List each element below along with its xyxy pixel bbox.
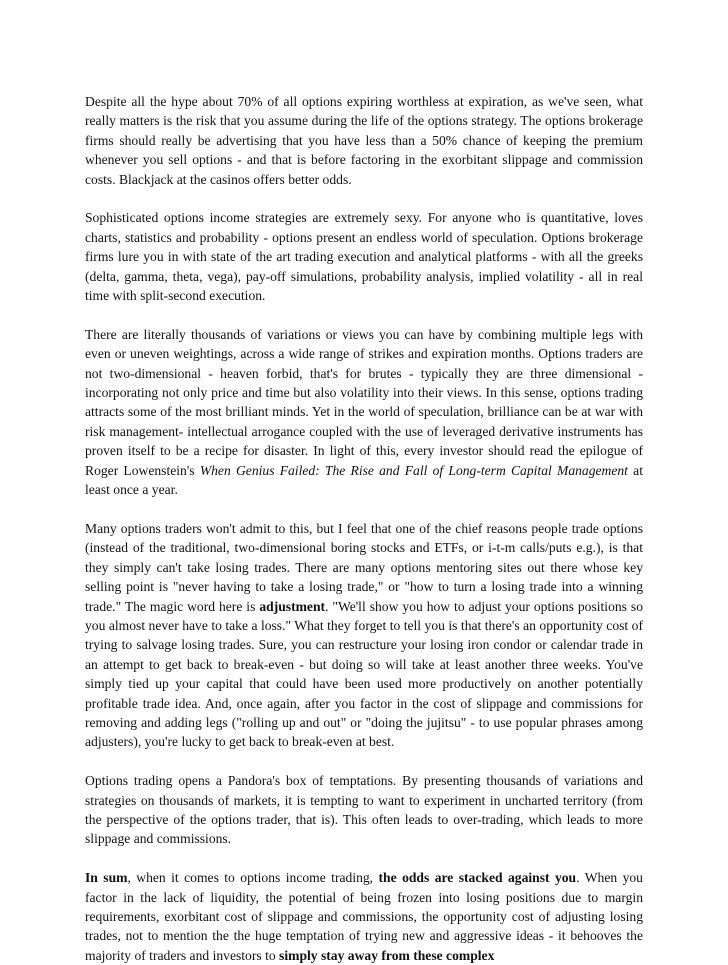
text-run: Despite all the hype about 70% of all options expiring worthless at expiration, as we've seen, what really matters is the risk that you assume during the life of the options strategy. The options brokerage firms should really be advertising that you have less than a 50% chance of keeping the premium whenever you sell options - and that is before factoring in the exorbitant slippage and commission costs. Blackjack at the casinos offers better odds. — [85, 94, 643, 187]
text-run: Many options traders won't admit to this, but I feel that one of the chief reasons people trade options (instead of the traditional, two-dimensional boring stocks and ETFs, or i-t-m calls/puts e.g.), is that they simply can't take losing trades. There are many options mentoring sites out there whose key selling point is "never having to take a losing trade," or "how to turn a losing trade into a winning trade." The magic word here is — [85, 520, 643, 614]
paragraph-2 — [85, 208, 643, 305]
paragraph-6 — [85, 868, 643, 965]
paragraph-4 — [85, 519, 643, 752]
bold-text: simply stay away from these complex — [279, 947, 495, 963]
bold-text: the odds are stacked against you — [378, 870, 577, 886]
text-run: . "We'll show you how to adjust your options positions so you almost never have to take a loss." What they forget to tell you is that there's an opportunity cost of trying to salvage losing trades. Sure, you can restructure your losing iron condor or calendar trade in an attempt to get back to break-even - but doing so will take at least another three weeks. You've simply tied up your capital that could have been used more productively on another potentially profitable trade idea. And, once again, after you factor in the cost of slippage and commissions for removing and adding legs ("rolling up and out" or "doing the jujitsu" - to use popular phrases among adjusters), you're lucky to get back to break-even at best. — [85, 598, 643, 750]
text-run: Options trading opens a Pandora's box of temptations. By presenting thousands of variations and strategies on thousands of markets, it is tempting to want to experiment in uncharted territory (from the perspective of the options trader, that is). This often leads to over-trading, which leads to more slippage and commissions. — [85, 773, 643, 847]
paragraph-5 — [85, 771, 643, 849]
text-run: . When you factor in the lack of liquidity, the potential of being frozen into losing positions due to margin requirements, exorbitant cost of slippage and commissions, the opportunity cost of adjusting losing trades, not to mention the the huge temptation of trying new and aggressive ideas - it behooves the majority of traders and investors to — [85, 870, 643, 963]
bold-text: In sum — [85, 870, 128, 886]
paragraph-3 — [85, 325, 643, 500]
text-run: There are literally thousands of variations or views you can have by combining multiple legs with even or uneven weightings, across a wide range of strikes and expiration months. Options traders are not two-dimensional - heaven forbid, that's for brutes - typically they are three dimensional - incorporating not only price and time but also volatility into their views. In this sense, options trading attracts some of the most brilliant minds. Yet in the world of speculation, brilliance can be at war with risk management- intellectual arrogance coupled with the use of leveraged derivative instruments has proven itself to be a recipe for disaster. In light of this, every investor should read the epilogue of Roger Lowenstein's — [85, 326, 643, 478]
bold-text: adjustment — [259, 598, 326, 614]
italic-title: When Genius Failed: The Rise and Fall of Long-term Capital Management — [199, 462, 628, 478]
text-run: , when it comes to options income trading, — [127, 870, 379, 886]
document-body — [85, 92, 643, 965]
text-run: Sophisticated options income strategies are extremely sexy. For anyone who is quantitative, loves charts, statistics and probability - options present an endless world of speculation. Options brokerage firms lure you in with state of the art trading execution and analytical platforms - with all the greeks (delta, gamma, theta, vega), pay-off simulations, probability analysis, implied volatility - all in real time with split-second execution. — [85, 210, 643, 304]
paragraph-1 — [85, 92, 643, 189]
text-run: at least once a year. — [85, 462, 643, 498]
